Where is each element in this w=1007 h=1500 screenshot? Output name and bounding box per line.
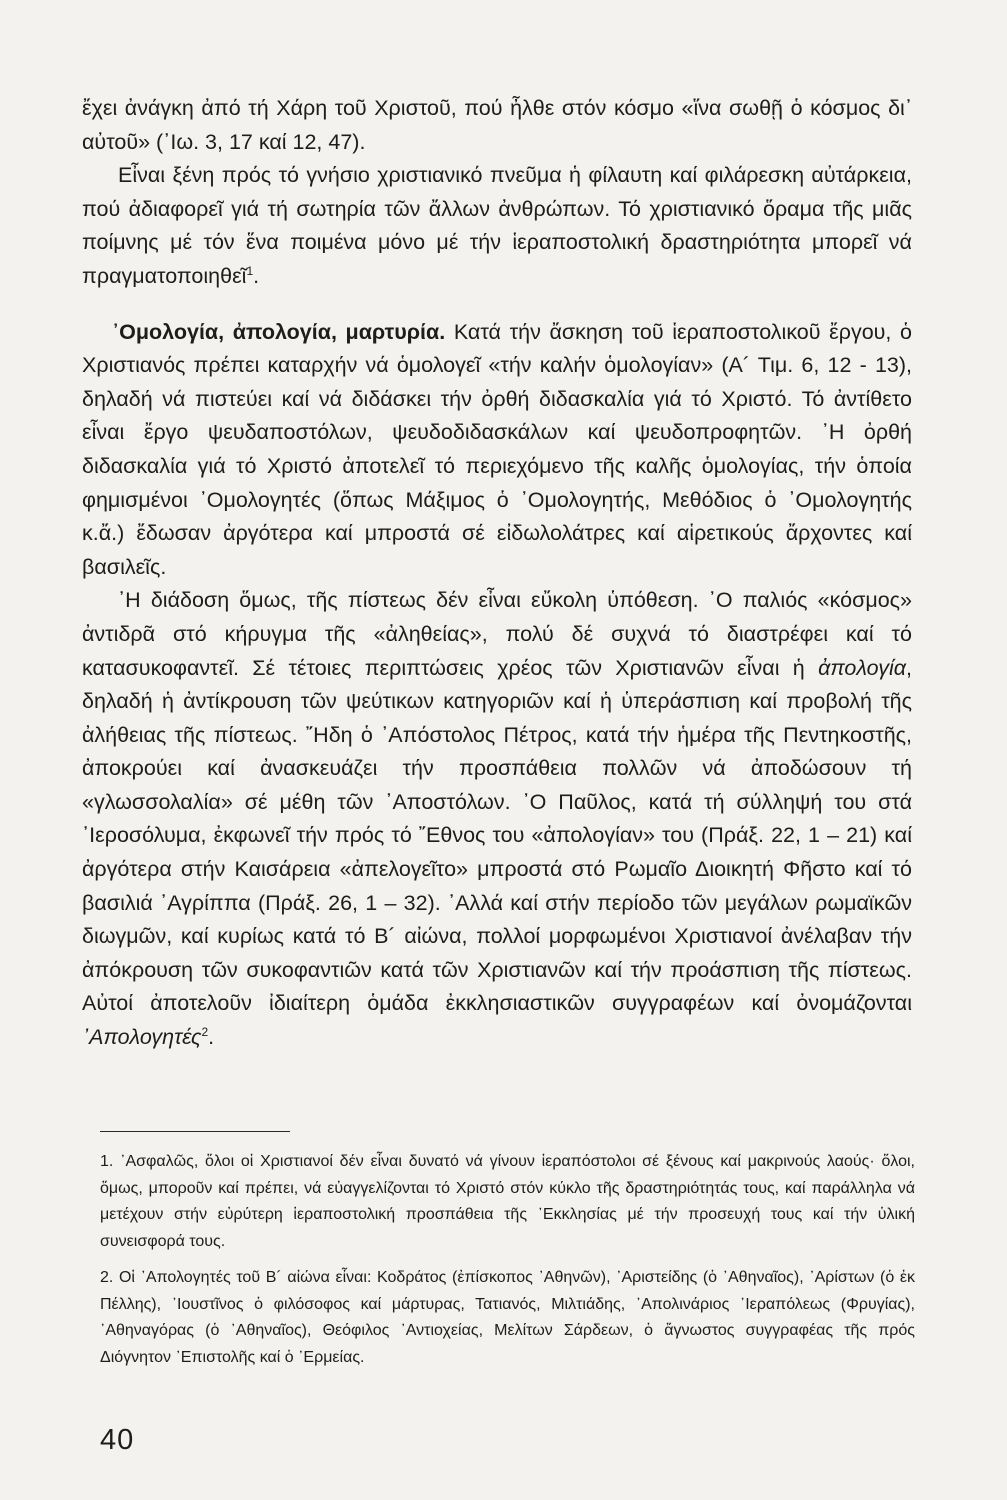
main-text (82, 92, 912, 1055)
paragraph-text: ἔχει ἀνάγκη ἀπό τή Χάρη τοῦ Χριστοῦ, πού ἦλθε στόν κόσμο «ἵνα σωθῇ ὁ κόσμος δι᾽ αὐτοῦ» (᾽Ιω. 3, 17 καί 12, 47). (82, 96, 912, 154)
footnotes (100, 1149, 915, 1371)
page-number: 40 (100, 1424, 135, 1456)
footnote-ref-2[interactable]: 2 (201, 1024, 209, 1039)
footnote-ref-1[interactable]: 1 (246, 263, 254, 278)
footnote-2: 2. Οἱ ᾽Απολογητές τοῦ Β´ αἰώνα εἶναι: Κοδράτος (ἐπίσκοπος ᾽Αθηνῶν), ᾽Αριστείδης (ὁ ᾽Αθηναῖος), ᾽Αρίστων (ὁ ἐκ Πέλλης), ᾽Ιουστῖνος ὁ φιλόσοφος καί μάρτυρας, Τατιανός, Μιλτιάδης, ᾽Απολινάριος ᾽Ιεραπόλεως (Φρυγίας), ᾽Αθηναγόρας (ὁ ᾽Αθηναῖος), Θεόφιλος ᾽Αντιοχείας, Μελίτων Σάρδεων, ὁ ἄγνωστος συγγραφέας τῆς πρός Διόγνητον ᾽Επιστολῆς καί ὁ ᾽Ερμείας. (100, 1269, 915, 1366)
paragraph (82, 584, 912, 1054)
paragraph-continuation (82, 92, 912, 159)
paragraph-text: . (253, 263, 260, 288)
footnote-divider (100, 1131, 290, 1132)
italic-term: ἀπολογία (818, 655, 907, 680)
paragraph-text: Εἶναι ξένη πρός τό γνήσιο χριστιανικό πνεῦμα ἡ φίλαυτη καί φιλάρεσκη αὐτάρκεια, πού ἀδιαφορεῖ γιά τή σωτηρία τῶν ἄλλων ἀνθρώπων. Τό χριστιανικό ὅραμα τῆς μιᾶς ποίμνης μέ τόν ἕνα ποιμένα μόνο μέ τήν ἱεραποστολική δραστηριότητα μπορεῖ νά πραγματοποιηθεῖ (82, 163, 912, 288)
paragraph (82, 159, 912, 293)
paragraph-text: . (208, 1025, 215, 1050)
section-paragraph (82, 316, 912, 585)
paragraph-text: , δηλαδή ἡ ἀντίκρουση τῶν ψεύτικων κατηγοριῶν καί ἡ ὑπεράσπιση καί προβολή τῆς ἀλήθειας τῆς πίστεως. ῎Ηδη ὁ ᾽Απόστολος Πέτρος, κατά τήν ἡμέρα τῆς Πεντηκοστῆς, ἀποκρούει καί ἀνασκευάζει τήν προσπάθεια πολλῶν νά ἀποδώσουν τή «γλωσσολαλία» σέ μέθη τῶν ᾽Αποστόλων. ᾽Ο Παῦλος, κατά τή σύλληψή του στά ᾽Ιεροσόλυμα, ἐκφωνεῖ τήν πρός τό ῎Εθνος του «ἀπολογίαν» του (Πράξ. 22, 1 – 21) καί ἀργότερα στήν Καισάρεια «ἀπελογεῖτο» μπροστά στό Ρωμαῖο Διοικητή Φῆστο καί τό βασιλιά ᾽Αγρίππα (Πράξ. 26, 1 – 32). ᾽Αλλά καί στήν περίοδο τῶν μεγάλων ρωμαϊκῶν διωγμῶν, καί κυρίως κατά τό Β´ αἰώνα, πολλοί μορφωμένοι Χριστιανοί ἀνέλαβαν τήν ἀπόκρουση τῶν συκοφαντιῶν κατά τῶν Χριστιανῶν καί τήν προάσπιση τῆς πίστεως. Αὐτοί ἀποτελοῦν ἰδιαίτερη ὁμάδα ἐκκλησιαστικῶν συγγραφέων καί ὀνομάζονται (82, 655, 912, 1016)
paragraph-text: Κατά τήν ἄσκηση τοῦ ἱεραποστολικοῦ ἔργου, ὁ Χριστιανός πρέπει καταρχήν νά ὁμολογεῖ «τήν καλήν ὁμολογίαν» (Α´ Τιμ. 6, 12 - 13), δηλαδή νά πιστεύει καί νά διδάσκει τήν ὀρθή διδασκαλία γιά τό Χριστό. Τό ἀντίθετο εἶναι ἔργο ψευδαποστόλων, ψευδοδιδασκάλων καί ψευδοπροφητῶν. ᾽Η ὀρθή διδασκαλία γιά τό Χριστό ἀποτελεῖ τό περιεχόμενο τῆς καλῆς ὁμολογίας, τήν ὁποία φημισμένοι ᾽Ομολογητές (ὅπως Μάξιμος ὁ ᾽Ομολογητής, Μεθόδιος ὁ ᾽Ομολογητής κ.ἄ.) ἔδωσαν ἀργότερα καί μπροστά σέ εἰδωλολάτρες καί αἱρετικούς ἄρχοντες καί βασιλεῖς. (82, 319, 913, 579)
paragraph-text: ᾽Η διάδοση ὅμως, τῆς πίστεως δέν εἶναι εὔκολη ὑπόθεση. ᾽Ο παλιός «κόσμος» ἀντιδρᾶ στό κήρυγμα τῆς «ἀληθείας», πολύ δέ συχνά τό διαστρέφει καί τό κατασυκοφαντεῖ. Σέ τέτοιες περιπτώσεις χρέος τῶν Χριστιανῶν εἶναι ἡ (82, 588, 912, 680)
footnote-1: 1. ᾽Ασφαλῶς, ὅλοι οἱ Χριστιανοί δέν εἶναι δυνατό νά γίνουν ἱεραπόστολοι σέ ξένους καί μακρινούς λαούς· ὅλοι, ὅμως, μποροῦν καί πρέπει, νά εὐαγγελίζονται τό Χριστό στόν κύκλο τῆς δραστηριότητάς τους, καί παράλληλα νά μετέχουν στήν εὐρύτερη ἱεραποστολική προσπάθεια τῆς ᾽Εκκλησίας μέ τήν προσευχή τους καί τήν ὑλική συνεισφορά τους. (100, 1153, 915, 1250)
italic-term: ᾽Απολογητές (82, 1025, 202, 1050)
section-title: ᾽Ομολογία, ἀπολογία, μαρτυρία. (112, 319, 446, 344)
